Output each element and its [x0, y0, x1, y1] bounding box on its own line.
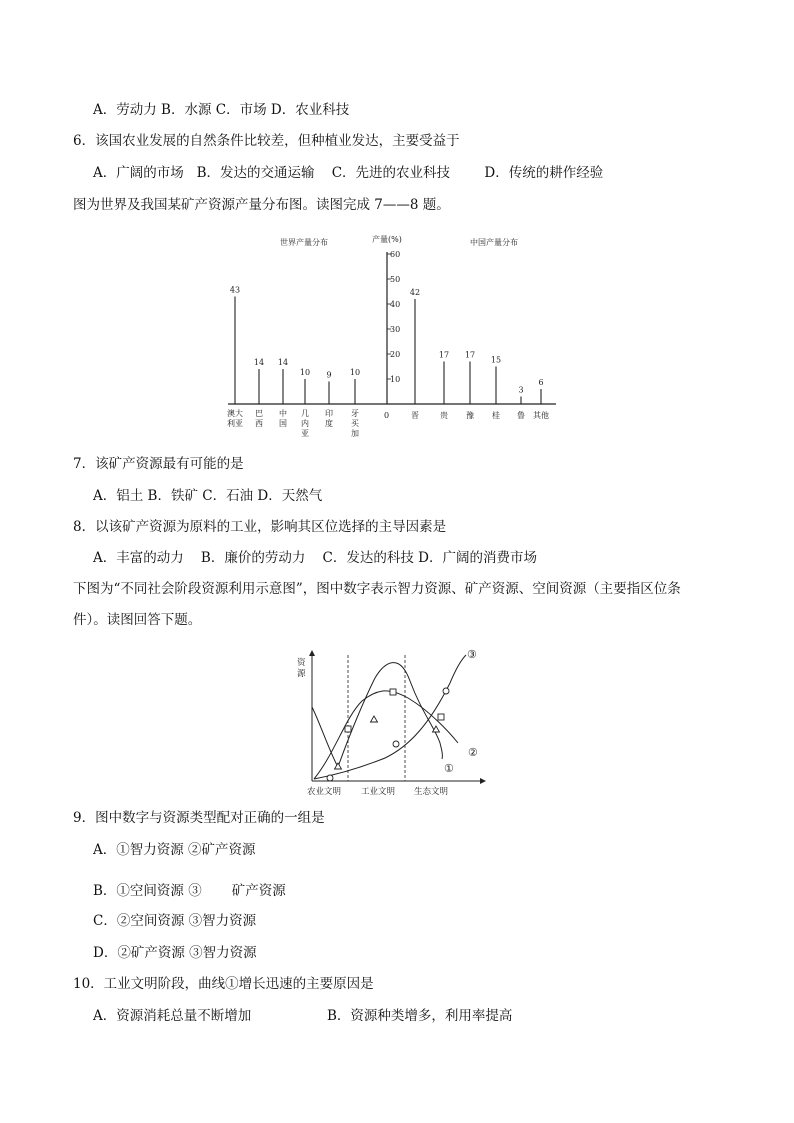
- chart1-value-label: 10: [299, 368, 311, 377]
- q6-stem: 6．该国农业发展的自然条件比较差，但种植业发达，主要受益于: [73, 133, 460, 149]
- chart1-title-china: 中国产量分布: [470, 238, 518, 247]
- chart1-category-label: 几内亚: [301, 409, 309, 438]
- curve-2-marker: [345, 726, 351, 732]
- mineral-production-chart: [222, 232, 562, 447]
- chart1-value-label: 42: [409, 288, 421, 297]
- q10-option-b: B．资源种类增多，利用率提高: [327, 1008, 513, 1024]
- curve-3-marker: [443, 688, 449, 694]
- q9-option-c: C．②空间资源 ③智力资源: [93, 913, 257, 929]
- chart1-category-label: 牙买加: [351, 409, 359, 438]
- chart1-category-label: 桂: [492, 411, 500, 420]
- q9-option-b: B．①空间资源 ③ 矿产资源: [93, 883, 286, 899]
- chart1-value-label: 9: [326, 370, 332, 380]
- chart1-category-label: 巴西: [255, 409, 263, 428]
- chart2-ylabel: 资: [297, 658, 306, 668]
- q6-options: A．广阔的市场 B．发达的交通运输 C．先进的农业科技 D．传统的耕作经验: [93, 165, 604, 181]
- stage-label-industrial: 工业文明: [361, 787, 396, 797]
- chart1-category-label: 晋: [411, 411, 419, 420]
- q7-stem: 7．该矿产资源最有可能的是: [73, 456, 244, 472]
- chart1-category-label: 鲁: [517, 411, 525, 420]
- q8-stem: 8．以该矿产资源为原料的工业，影响其区位选择的主导因素是: [73, 519, 447, 535]
- chart1-value-label: 3: [518, 385, 524, 395]
- q7-options: A．铝土 B．铁矿 C．石油 D．天然气: [93, 488, 323, 504]
- chart1-value-label: 14: [277, 358, 289, 367]
- chart1-category-label: 印度: [325, 409, 333, 428]
- chart1-title-yaxis: 产量(%): [372, 235, 402, 244]
- chart1-value-label: 17: [438, 350, 450, 360]
- figure1-intro: 图为世界及我国某矿产资源产量分布图。读图完成 7——8 题。: [73, 197, 450, 213]
- chart1-value-label: 43: [229, 285, 241, 295]
- figure2-intro-line2: 件）。读图回答下题。: [73, 612, 202, 628]
- figure2-intro-line1: 下图为“不同社会阶段资源利用示意图”，图中数字表示智力资源、矿产资源、空间资源（主要指区位条: [73, 581, 681, 597]
- chart1-value-label: 6: [538, 378, 544, 387]
- chart1-ytick-label: 10: [390, 375, 401, 384]
- chart1-category-label: 贵: [440, 411, 448, 420]
- chart1-ytick-label: 20: [390, 350, 401, 359]
- chart1-value-label: 10: [349, 368, 361, 377]
- stage-label-eco: 生态文明: [414, 787, 449, 797]
- q9-stem: 9．图中数字与资源类型配对正确的一组是: [73, 810, 325, 826]
- curve-2-marker: [438, 714, 444, 720]
- curve-1-label: ①: [444, 762, 454, 775]
- q5-options: A．劳动力 B．水源 C．市场 D．农业科技: [93, 102, 350, 118]
- curve-1-marker: [335, 763, 342, 769]
- chart1-value-label: 15: [490, 355, 502, 365]
- q9-option-d: D．②矿产资源 ③智力资源: [93, 945, 257, 961]
- resource-use-diagram: [290, 643, 490, 798]
- stage-label-agri: 农业文明: [307, 787, 342, 797]
- chart1-ytick-label: 60: [390, 250, 401, 259]
- curve-3-marker: [327, 775, 333, 781]
- chart1-category-label: 澳大利亚: [227, 409, 243, 428]
- chart1-ytick-label: 40: [390, 300, 401, 309]
- q10-stem: 10．工业文明阶段，曲线①增长迅速的主要原因是: [73, 976, 374, 992]
- q8-options: A．丰富的动力 B．廉价的劳动力 C．发达的科技 D．广阔的消费市场: [93, 550, 537, 566]
- chart1-value-label: 17: [464, 350, 476, 360]
- curve-2-label: ②: [468, 746, 478, 759]
- chart1-category-label: 中国: [279, 409, 287, 428]
- chart1-ytick-label: 30: [390, 325, 401, 334]
- q10-option-a: A．资源消耗总量不断增加: [93, 1008, 252, 1024]
- curve-1-marker: [371, 716, 378, 722]
- chart1-zero-label: 0: [384, 411, 390, 420]
- q9-option-a: A．①智力资源 ②矿产资源: [93, 842, 256, 858]
- chart1-category-label: 其他: [533, 411, 549, 420]
- curve-3-label: ③: [467, 648, 477, 661]
- chart1-value-label: 14: [253, 358, 265, 367]
- chart1-ytick-label: 50: [390, 275, 401, 284]
- chart1-category-label: 豫: [466, 411, 474, 420]
- curve-3-marker: [393, 741, 399, 747]
- chart1-title-world: 世界产量分布: [280, 238, 328, 247]
- chart2-ylabel-2: 源: [297, 669, 306, 679]
- curve-2-marker: [390, 689, 396, 695]
